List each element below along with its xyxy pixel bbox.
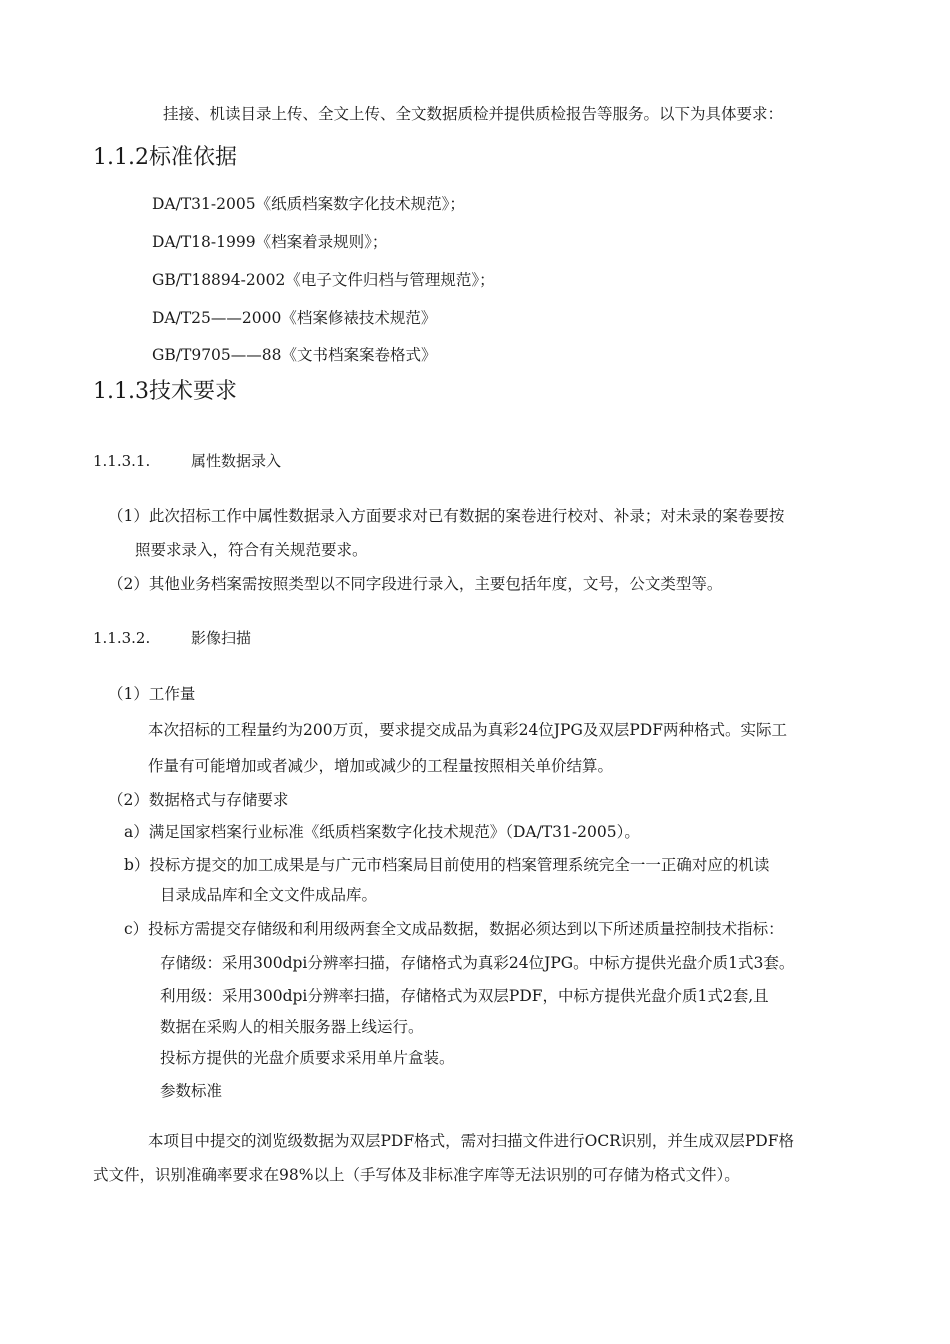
item-c: c）投标方需提交存储级和利用级两套全文成品数据，数据必须达到以下所述质量控制技术指标：	[124, 920, 784, 938]
workload-line1: 本次招标的工程量约为200万页，要求提交成品为真彩24位JPG及双层PDF两种格式。实际工	[148, 721, 787, 739]
intro-line: 挂接、机读目录上传、全文上传、全文数据质检并提供质检报告等服务。以下为具体要求：	[163, 105, 784, 123]
workload-line2: 作量有可能增加或者减少，增加或减少的工程量按照相关单价结算。	[148, 757, 614, 775]
format-title: （2）数据格式与存储要求	[108, 791, 289, 809]
paragraph-item-1-line2: 照要求录入，符合有关规范要求。	[135, 541, 368, 559]
subsection-number: 1.1.3.1.	[93, 452, 151, 470]
item-b-line1: b）投标方提交的加工成果是与广元市档案局目前使用的档案管理系统完全一一正确对应的机读	[124, 856, 770, 874]
subsection-heading-1-1-3-1	[93, 451, 281, 471]
workload-title: （1）工作量	[108, 685, 196, 703]
standard-item: DA/T25——2000《档案修裱技术规范》	[152, 309, 437, 327]
subsection-title: 影像扫描	[191, 629, 252, 647]
paragraph-item-2: （2）其他业务档案需按照类型以不同字段进行录入，主要包括年度，文号，公文类型等。	[108, 575, 723, 593]
use-level-line1: 利用级：采用300dpi分辨率扫描，存储格式为双层PDF，中标方提供光盘介质1式2套,且	[160, 987, 769, 1005]
paragraph-item-1-line1: （1）此次招标工作中属性数据录入方面要求对已有数据的案卷进行校对、补录；对未录的案卷要按	[108, 507, 785, 525]
standard-item: DA/T18-1999《档案着录规则》；	[152, 233, 388, 251]
ocr-line1: 本项目中提交的浏览级数据为双层PDF格式，需对扫描文件进行OCR识别，并生成双层PDF格	[148, 1132, 794, 1150]
params-title: 参数标准	[160, 1082, 223, 1100]
subsection-heading-1-1-3-2	[93, 628, 251, 648]
subsection-number: 1.1.3.2.	[93, 629, 151, 647]
disc-note: 投标方提供的光盘介质要求采用单片盒装。	[160, 1049, 455, 1067]
storage-level: 存储级：采用300dpi分辨率扫描，存储格式为真彩24位JPG。中标方提供光盘介质1式3套。	[160, 954, 795, 972]
item-b-line2: 目录成品库和全文文件成品库。	[160, 886, 378, 904]
section-heading-1-1-2: 1.1.2标准依据	[93, 145, 237, 170]
subsection-title: 属性数据录入	[191, 452, 282, 470]
standard-item: GB/T9705——88《文书档案案卷格式》	[152, 346, 437, 364]
standard-item: GB/T18894-2002《电子文件归档与管理规范》；	[152, 271, 495, 289]
ocr-line2: 式文件，识别准确率要求在98%以上（手写体及非标准字库等无法识别的可存储为格式文件）。	[93, 1166, 740, 1184]
use-level-line2: 数据在采购人的相关服务器上线运行。	[160, 1018, 424, 1036]
section-heading-1-1-3: 1.1.3技术要求	[93, 379, 237, 404]
standard-item: DA/T31-2005《纸质档案数字化技术规范》；	[152, 195, 465, 213]
item-a: a）满足国家档案行业标准《纸质档案数字化技术规范》（DA/T31-2005）。	[124, 823, 640, 841]
